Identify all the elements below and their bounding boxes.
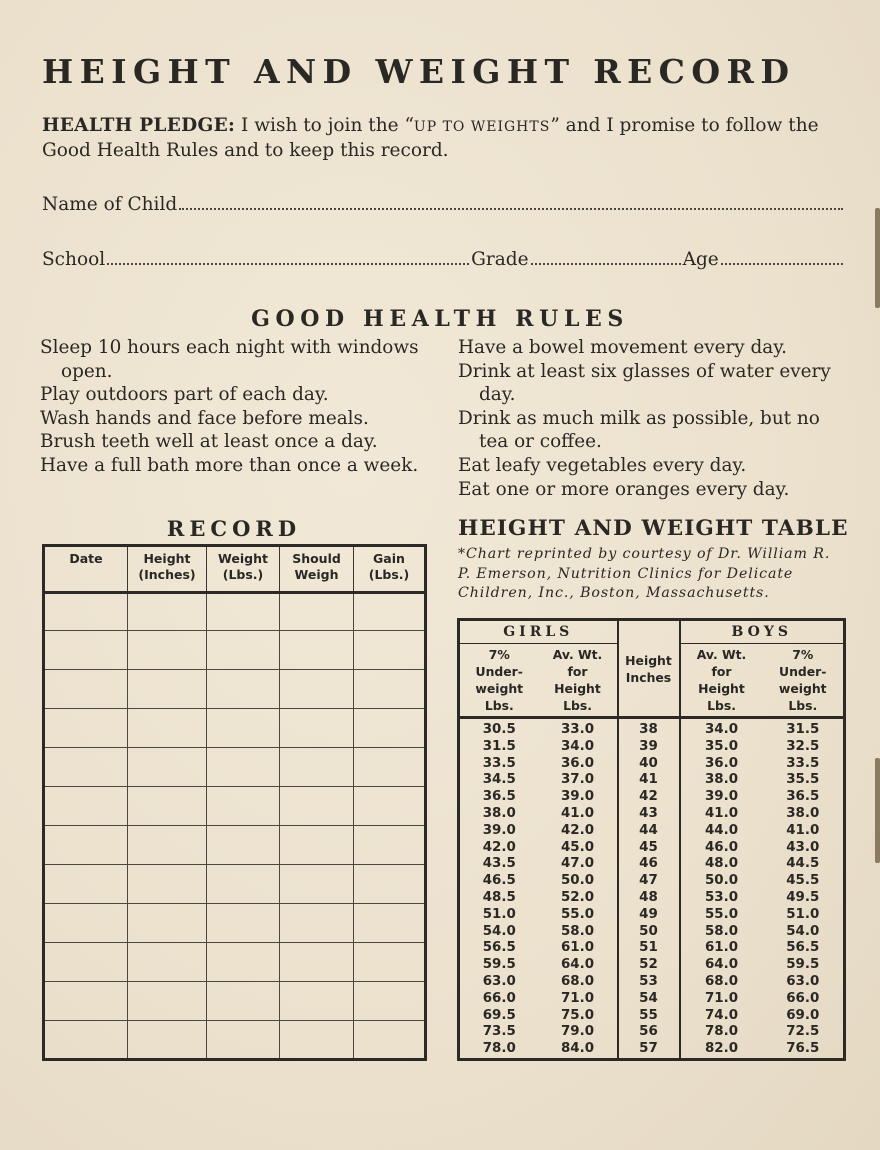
girls-underweight-cell: 63.0 [482, 973, 516, 989]
hw-table-credit: *Chart reprinted by courtesy of Dr. William R. P. Emerson, Nutrition Clinics for Delicate Children, Inc., Boston, Massachusetts. [458, 546, 831, 602]
boys-underweight-header: 7% Under- weight Lbs. [763, 644, 845, 718]
pledge-text: I wish to join the “ [235, 115, 414, 136]
rule-item: Eat leafy vegetables every day. [458, 454, 747, 476]
height-cell: 47 [618, 873, 680, 890]
record-cell[interactable] [280, 670, 354, 709]
boys-avwt-cell: 41.0 [704, 805, 739, 821]
height-cell: 54 [618, 991, 680, 1008]
boys-underweight-cell: 43.0 [786, 839, 820, 855]
record-cell[interactable] [207, 982, 280, 1021]
record-row [44, 904, 426, 943]
record-cell[interactable] [128, 865, 207, 904]
boys-avwt-cell: 78.0 [704, 1024, 739, 1040]
record-cell[interactable] [280, 787, 354, 826]
record-row [44, 631, 426, 670]
binding-edge [875, 758, 880, 863]
boys-underweight-cell: 63.0 [786, 973, 820, 989]
rule-item: Brush teeth well at least once a day. [40, 431, 378, 453]
record-cell[interactable] [44, 943, 128, 982]
boys-underweight-cell: 35.5 [786, 772, 820, 788]
record-cell[interactable] [207, 787, 280, 826]
girls-underweight-cell: 48.5 [482, 889, 516, 905]
boys-avwt-cell: 53.0 [704, 889, 739, 905]
record-cell[interactable] [354, 943, 426, 982]
hw-table-row [459, 789, 845, 806]
hw-table-row [459, 957, 845, 974]
binding-edge [875, 208, 880, 308]
record-cell[interactable] [280, 1021, 354, 1060]
hw-table-row [459, 873, 845, 890]
boys-avwt-cell: 35.0 [704, 738, 739, 754]
girls-underweight-cell: 69.5 [482, 1007, 516, 1023]
boys-underweight-cell: 45.5 [786, 873, 820, 889]
record-cell[interactable] [280, 826, 354, 865]
record-cell[interactable] [44, 826, 128, 865]
girls-underweight-cell: 43.5 [482, 856, 516, 872]
boys-avwt-cell: 64.0 [704, 957, 739, 973]
height-cell: 56 [618, 1024, 680, 1041]
record-col-should-weigh: Should Weigh [280, 546, 354, 593]
hw-table-row [459, 856, 845, 873]
hw-table-heading: HEIGHT AND WEIGHT TABLE [458, 516, 849, 541]
record-cell[interactable] [207, 593, 280, 631]
record-cell[interactable] [354, 826, 426, 865]
hw-table-row [459, 974, 845, 991]
record-cell[interactable] [207, 1021, 280, 1060]
school-label: School [42, 249, 106, 270]
record-row [44, 748, 426, 787]
girls-underweight-cell: 51.0 [482, 906, 516, 922]
girls-avwt-cell: 39.0 [560, 789, 595, 805]
record-cell[interactable] [354, 982, 426, 1021]
rules-left-column [40, 336, 436, 478]
record-cell[interactable] [44, 982, 128, 1021]
rule-item: Have a bowel movement every day. [458, 337, 788, 358]
record-col-date: Date [44, 546, 128, 593]
record-cell[interactable] [280, 631, 354, 670]
girls-avwt-cell: 37.0 [560, 772, 595, 788]
grade-dotted-line[interactable] [531, 263, 681, 265]
height-cell: 42 [618, 789, 680, 806]
girls-avwt-cell: 64.0 [560, 957, 595, 973]
hw-table-row [459, 756, 845, 773]
rule-item: Have a full bath more than once a week. [40, 454, 419, 476]
record-cell[interactable] [44, 709, 128, 748]
boys-avwt-cell: 82.0 [704, 1041, 739, 1057]
record-cell[interactable] [128, 943, 207, 982]
boys-underweight-cell: 32.5 [786, 738, 820, 754]
height-cell: 40 [618, 756, 680, 773]
hw-table-row [459, 991, 845, 1008]
record-cell[interactable] [128, 904, 207, 943]
height-inches-header: Height Inches [618, 620, 680, 718]
record-cell[interactable] [207, 709, 280, 748]
school-dotted-line[interactable] [107, 263, 469, 265]
boys-underweight-cell: 36.5 [786, 789, 820, 805]
health-pledge [42, 114, 848, 163]
boys-avwt-cell: 71.0 [704, 990, 739, 1006]
record-cell[interactable] [44, 593, 128, 631]
height-cell: 51 [618, 940, 680, 957]
height-cell: 46 [618, 856, 680, 873]
hw-table-row [459, 1024, 845, 1041]
record-row [44, 709, 426, 748]
hw-table-row [459, 890, 845, 907]
record-row [44, 1021, 426, 1060]
boys-avwt-cell: 58.0 [704, 923, 739, 939]
girls-underweight-header: 7% Under- weight Lbs. [459, 644, 539, 718]
girls-underweight-cell: 34.5 [482, 772, 516, 788]
record-cell[interactable] [128, 1021, 207, 1060]
pledge-club-name: UP TO WEIGHTS [413, 119, 551, 135]
girls-avwt-cell: 47.0 [560, 856, 595, 872]
boys-avwt-cell: 74.0 [704, 1007, 739, 1023]
boys-avwt-cell: 55.0 [704, 906, 739, 922]
hw-group-row [459, 620, 845, 644]
girls-avwt-cell: 58.0 [560, 923, 595, 939]
record-cell[interactable] [207, 904, 280, 943]
hw-table-row [459, 1008, 845, 1025]
hw-table-row [459, 718, 845, 739]
pledge-text: ” and I promise to follow the Good Health Rules and to keep this record. [42, 115, 819, 161]
grade-label: Grade [471, 249, 529, 270]
record-cell[interactable] [354, 631, 426, 670]
girls-underweight-cell: 38.0 [482, 805, 516, 821]
hw-table-row [459, 806, 845, 823]
record-cell[interactable] [44, 904, 128, 943]
record-cell[interactable] [207, 826, 280, 865]
record-row [44, 982, 426, 1021]
boys-avwt-cell: 48.0 [704, 856, 739, 872]
record-cell[interactable] [207, 865, 280, 904]
boys-underweight-cell: 54.0 [786, 923, 820, 939]
record-cell[interactable] [128, 748, 207, 787]
girls-avwt-cell: 68.0 [560, 973, 595, 989]
girls-underweight-cell: 54.0 [482, 923, 516, 939]
record-col-height: Height (Inches) [128, 546, 207, 593]
boys-underweight-cell: 69.0 [786, 1007, 820, 1023]
boys-avwt-cell: 39.0 [704, 789, 739, 805]
girls-avwt-cell: 75.0 [560, 1007, 595, 1023]
record-cell[interactable] [354, 1021, 426, 1060]
boys-avwt-cell: 46.0 [704, 839, 739, 855]
name-field[interactable] [42, 194, 845, 215]
girls-underweight-cell: 30.5 [482, 722, 516, 737]
record-cell[interactable] [280, 904, 354, 943]
record-cell[interactable] [354, 904, 426, 943]
height-cell: 41 [618, 772, 680, 789]
record-row [44, 593, 426, 631]
record-cell[interactable] [354, 865, 426, 904]
record-row [44, 670, 426, 709]
hw-table-row [459, 940, 845, 957]
hw-table-row [459, 840, 845, 857]
record-cell[interactable] [207, 631, 280, 670]
record-table [42, 544, 427, 1061]
record-cell[interactable] [128, 593, 207, 631]
girls-avwt-cell: 41.0 [560, 805, 595, 821]
record-cell[interactable] [128, 826, 207, 865]
boys-underweight-cell: 44.5 [786, 856, 820, 872]
record-cell[interactable] [44, 670, 128, 709]
hw-table-row [459, 924, 845, 941]
boys-underweight-cell: 76.5 [786, 1041, 820, 1057]
record-cell[interactable] [280, 982, 354, 1021]
record-cell[interactable] [354, 787, 426, 826]
record-cell[interactable] [207, 670, 280, 709]
girls-underweight-cell: 56.5 [482, 940, 516, 956]
pledge-label: HEALTH PLEDGE: [42, 115, 236, 136]
record-cell[interactable] [44, 631, 128, 670]
boys-underweight-cell: 38.0 [786, 805, 820, 821]
record-col-gain: Gain (Lbs.) [354, 546, 426, 593]
record-cell[interactable] [44, 787, 128, 826]
boys-avwt-cell: 61.0 [704, 940, 739, 956]
record-row [44, 787, 426, 826]
record-cell[interactable] [280, 593, 354, 631]
age-dotted-line[interactable] [721, 263, 843, 265]
hw-table-row [459, 739, 845, 756]
record-col-weight: Weight (Lbs.) [207, 546, 280, 593]
height-cell: 45 [618, 840, 680, 857]
girls-underweight-cell: 46.5 [482, 873, 516, 889]
record-row [44, 826, 426, 865]
boys-header: BOYS [680, 620, 845, 644]
height-cell: 52 [618, 957, 680, 974]
girls-avwt-header: Av. Wt. for Height Lbs. [539, 644, 618, 718]
record-cell[interactable] [44, 1021, 128, 1060]
record-cell[interactable] [128, 670, 207, 709]
record-cell[interactable] [207, 943, 280, 982]
record-heading: RECORD [166, 516, 302, 541]
girls-avwt-cell: 61.0 [560, 940, 595, 956]
boys-underweight-cell: 33.5 [786, 755, 820, 771]
record-cell[interactable] [128, 631, 207, 670]
boys-underweight-cell: 56.5 [786, 940, 820, 956]
boys-avwt-cell: 38.0 [704, 772, 739, 788]
height-cell: 53 [618, 974, 680, 991]
hw-table-row [459, 772, 845, 789]
height-cell: 48 [618, 890, 680, 907]
name-label: Name of Child [42, 194, 178, 215]
girls-avwt-cell: 42.0 [560, 822, 595, 838]
record-cell[interactable] [280, 709, 354, 748]
record-cell[interactable] [354, 709, 426, 748]
record-cell[interactable] [128, 709, 207, 748]
girls-avwt-cell: 79.0 [560, 1024, 595, 1040]
height-cell: 55 [618, 1008, 680, 1025]
hw-table-row [459, 907, 845, 924]
record-row [44, 865, 426, 904]
height-cell: 43 [618, 806, 680, 823]
girls-underweight-cell: 33.5 [482, 755, 516, 771]
record-cell[interactable] [280, 943, 354, 982]
boys-underweight-cell: 66.0 [786, 990, 820, 1006]
rule-item: Sleep 10 hours each night with windows open. [40, 337, 419, 382]
girls-avwt-cell: 36.0 [560, 755, 595, 771]
girls-underweight-cell: 73.5 [482, 1024, 516, 1040]
record-cell[interactable] [44, 748, 128, 787]
boys-underweight-cell: 41.0 [786, 822, 820, 838]
rule-item: Play outdoors part of each day. [40, 384, 329, 406]
girls-avwt-cell: 34.0 [560, 738, 595, 754]
boys-avwt-cell: 68.0 [704, 973, 739, 989]
girls-underweight-cell: 36.5 [482, 789, 516, 805]
school-grade-age-fields [42, 249, 845, 270]
height-cell: 44 [618, 823, 680, 840]
height-weight-table [457, 618, 846, 1061]
record-cell[interactable] [207, 748, 280, 787]
girls-underweight-cell: 66.0 [482, 990, 516, 1006]
girls-avwt-cell: 55.0 [560, 906, 595, 922]
height-cell: 38 [618, 718, 680, 739]
rule-item: Eat one or more oranges every day. [458, 478, 790, 500]
boys-avwt-cell: 50.0 [704, 873, 739, 889]
boys-underweight-cell: 49.5 [786, 889, 820, 905]
record-cell[interactable] [354, 670, 426, 709]
girls-header: GIRLS [459, 620, 618, 644]
height-cell: 57 [618, 1041, 680, 1059]
boys-underweight-cell: 59.5 [786, 957, 820, 973]
girls-underweight-cell: 59.5 [482, 957, 516, 973]
girls-avwt-cell: 45.0 [560, 839, 595, 855]
girls-avwt-cell: 84.0 [560, 1041, 595, 1057]
record-cell[interactable] [44, 865, 128, 904]
age-label: Age [682, 249, 719, 270]
girls-underweight-cell: 42.0 [482, 839, 516, 855]
hw-table-row [459, 1041, 845, 1059]
record-header-row [44, 546, 426, 593]
height-cell: 39 [618, 739, 680, 756]
boys-underweight-cell: 72.5 [786, 1024, 820, 1040]
page-title: HEIGHT AND WEIGHT RECORD [42, 52, 796, 91]
record-cell[interactable] [280, 748, 354, 787]
rule-item: Drink as much milk as possible, but no tea or coffee. [458, 407, 820, 453]
boys-underweight-cell: 31.5 [786, 722, 820, 737]
rules-right-column [458, 336, 850, 501]
rule-item: Wash hands and face before meals. [40, 407, 369, 429]
record-cell[interactable] [128, 787, 207, 826]
height-cell: 49 [618, 907, 680, 924]
boys-avwt-header: Av. Wt. for Height Lbs. [680, 644, 763, 718]
girls-avwt-cell: 33.0 [560, 722, 595, 737]
record-row [44, 943, 426, 982]
rules-heading: GOOD HEALTH RULES [251, 306, 629, 332]
girls-underweight-cell: 39.0 [482, 822, 516, 838]
girls-underweight-cell: 78.0 [482, 1041, 516, 1057]
girls-avwt-cell: 71.0 [560, 990, 595, 1006]
height-cell: 50 [618, 924, 680, 941]
record-cell[interactable] [128, 982, 207, 1021]
girls-avwt-cell: 52.0 [560, 889, 595, 905]
rule-item: Drink at least six glasses of water every day. [458, 360, 831, 406]
boys-underweight-cell: 51.0 [786, 906, 820, 922]
name-dotted-line[interactable] [179, 208, 843, 210]
boys-avwt-cell: 34.0 [704, 722, 739, 737]
record-cell[interactable] [354, 748, 426, 787]
record-cell[interactable] [354, 593, 426, 631]
boys-avwt-cell: 44.0 [704, 822, 739, 838]
girls-avwt-cell: 50.0 [560, 873, 595, 889]
boys-avwt-cell: 36.0 [704, 755, 739, 771]
hw-table-row [459, 823, 845, 840]
girls-underweight-cell: 31.5 [482, 738, 516, 754]
record-cell[interactable] [280, 865, 354, 904]
